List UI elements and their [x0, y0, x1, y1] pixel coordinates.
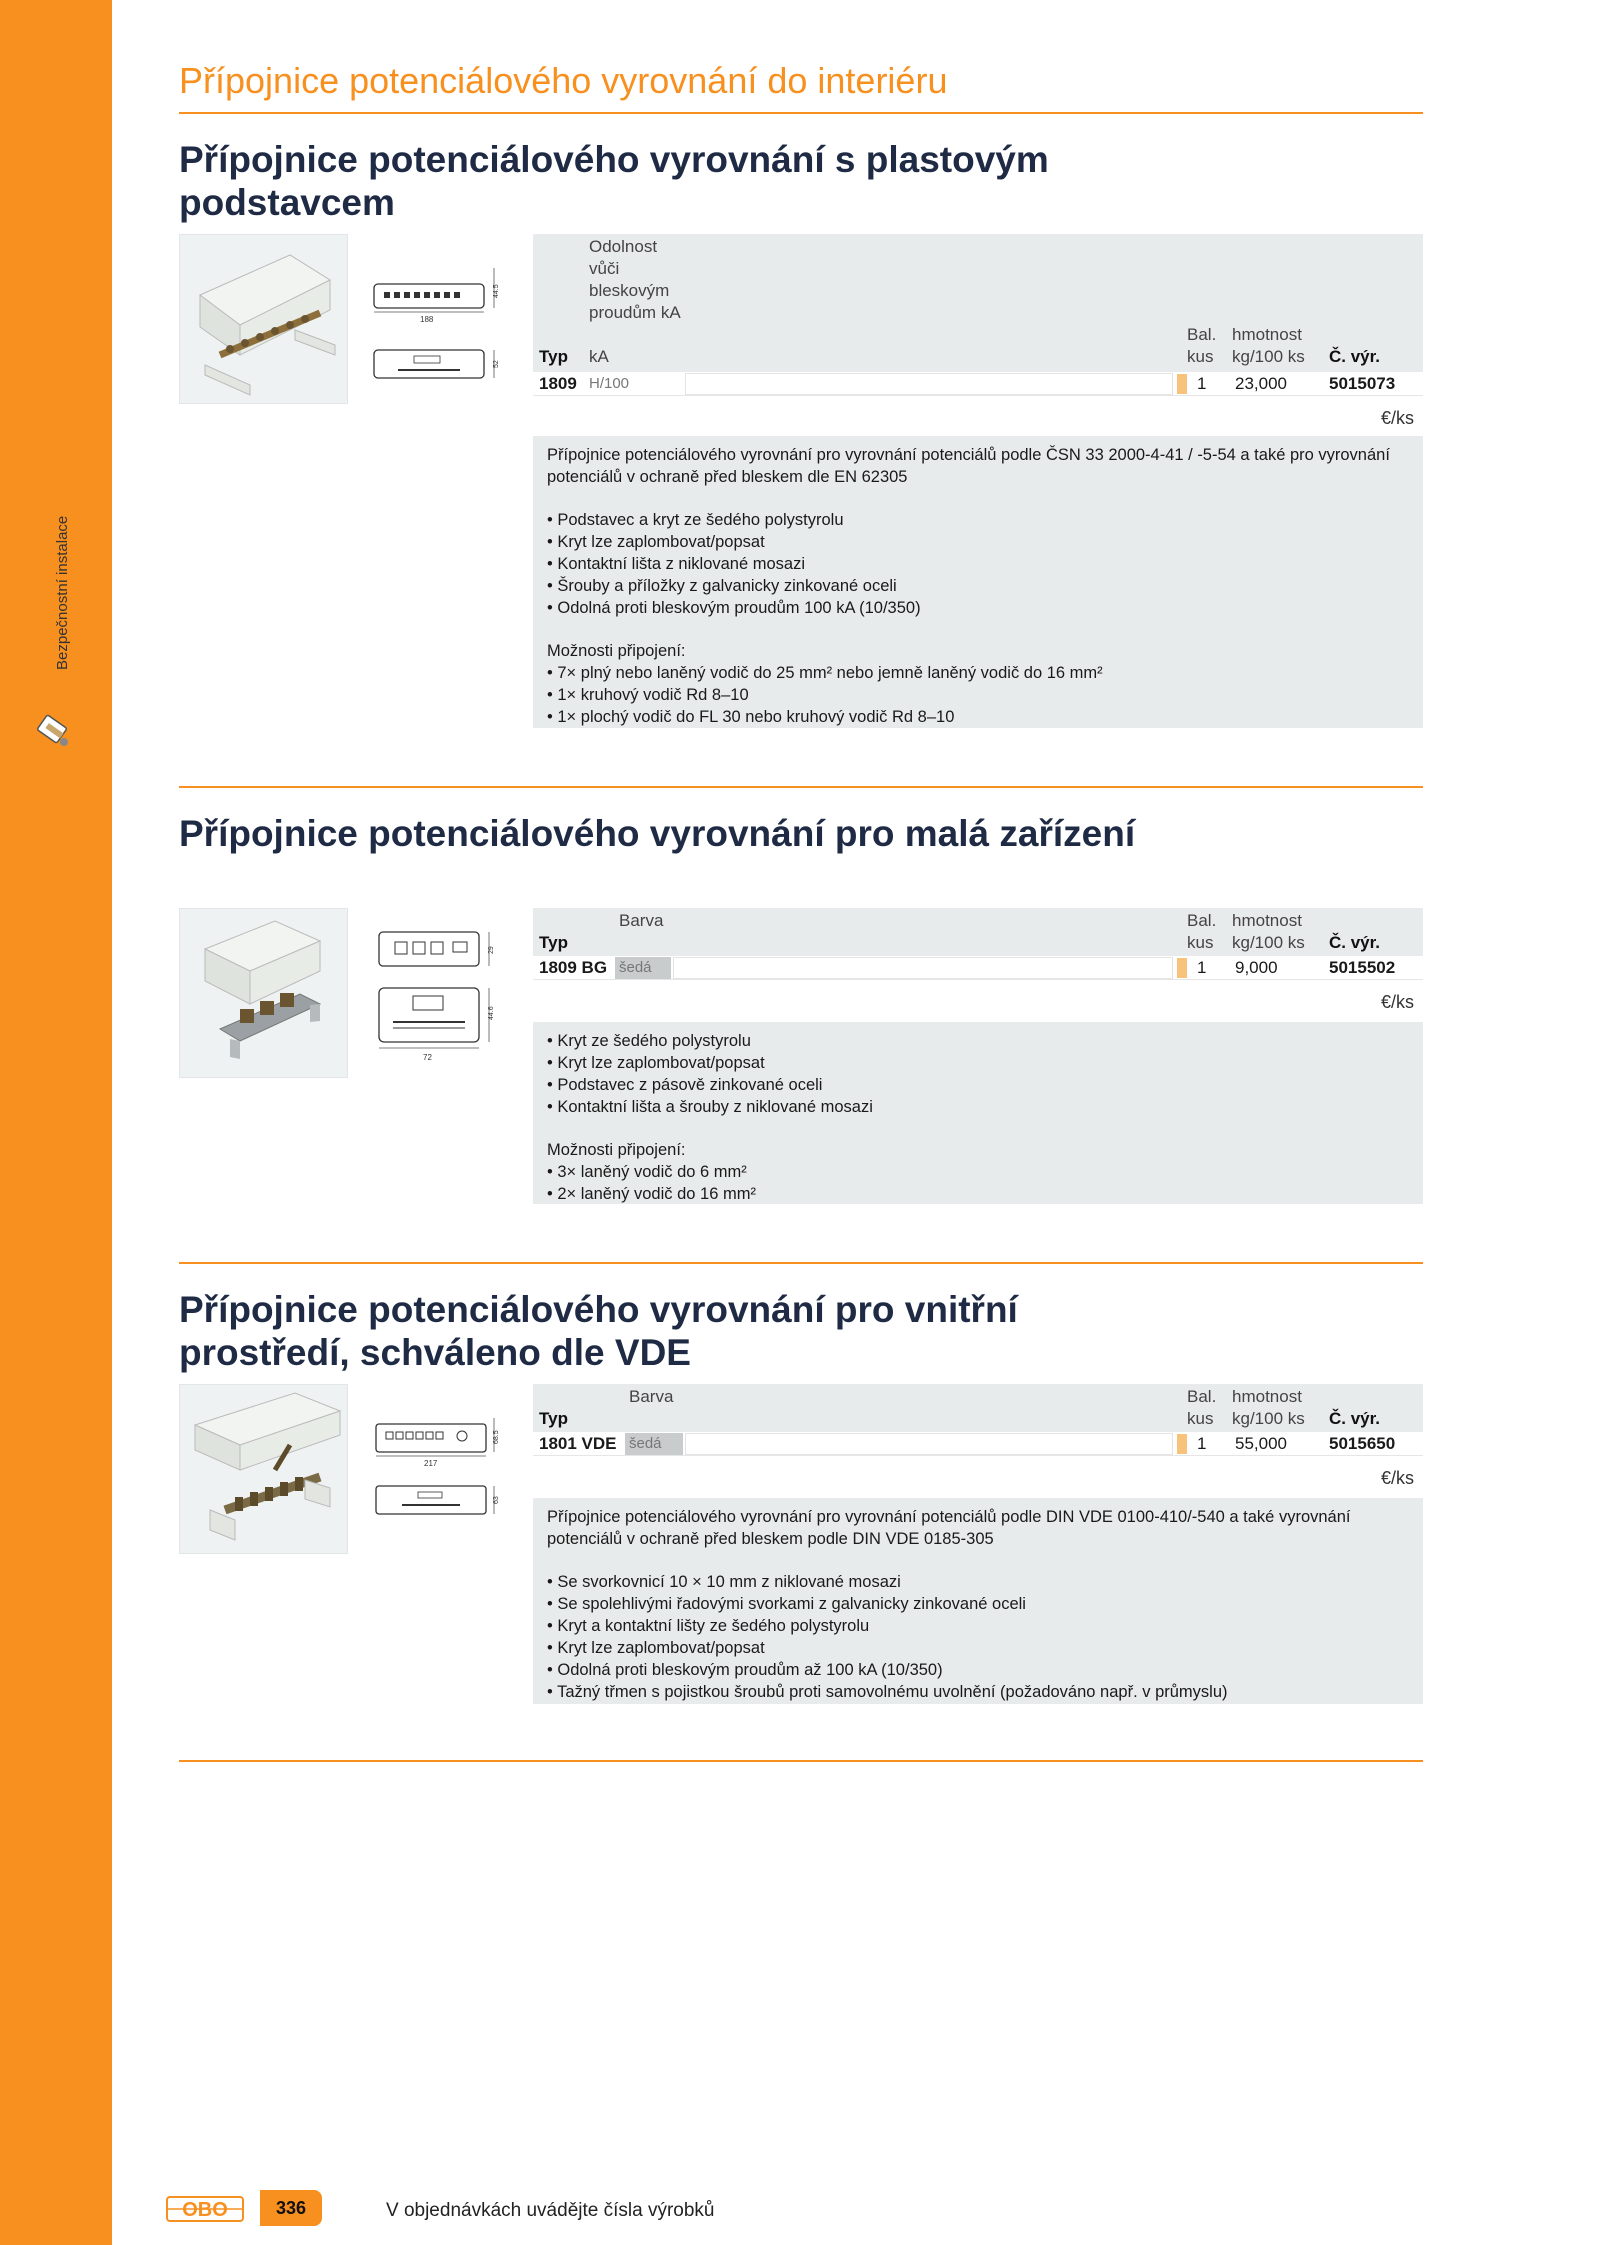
product-photo	[179, 234, 348, 404]
list-item: • Podstavec a kryt ze šedého polystyrolu	[547, 509, 1409, 531]
dim-height-2: 52	[493, 360, 500, 368]
header-weight-unit: kg/100 ks	[1232, 933, 1305, 952]
cell-article: 5015650	[1329, 1434, 1396, 1453]
list-item: • 1× kruhový vodič Rd 8–10	[547, 684, 1409, 706]
description-panel	[533, 436, 1423, 728]
price-unit: €/ks	[1381, 992, 1415, 1012]
header-color: Barva	[629, 1387, 674, 1406]
list-item: • Kryt a kontaktní lišty ze šedého polystyrolu	[547, 1615, 1409, 1637]
cell-empty	[685, 1433, 1173, 1455]
header-color: Barva	[619, 911, 664, 930]
cell-bal: 1	[1197, 1434, 1207, 1453]
price-unit: €/ks	[1381, 408, 1415, 428]
table-header	[533, 908, 1423, 956]
list-item: • Se spolehlivými řadovými svorkami z galvanicky zinkované oceli	[547, 1593, 1409, 1615]
list-item: • 7× plný nebo laněný vodič do 25 mm² nebo jemně laněný vodič do 16 mm²	[547, 662, 1409, 684]
table-header	[533, 234, 1423, 372]
technical-drawing	[375, 926, 505, 1066]
list-item: • Podstavec z pásově zinkované oceli	[547, 1074, 1409, 1096]
header-bal: Bal.	[1187, 911, 1217, 930]
row-marker	[1177, 958, 1187, 978]
feature-list	[547, 1571, 1409, 1703]
cell-weight: 23,000	[1235, 374, 1287, 393]
header-resistance: Odolnost vůči bleskovým proudům kA	[589, 237, 681, 322]
sidebar	[0, 0, 112, 2245]
list-item: • Kryt ze šedého polystyrolu	[547, 1030, 1409, 1052]
header-bal: Bal.	[1187, 325, 1217, 344]
header-ka-unit: kA	[589, 347, 609, 366]
brand-text: OBO	[182, 2199, 228, 2221]
description-intro: Přípojnice potenciálového vyrovnání pro vyrovnání potenciálů podle DIN VDE 0100-410/-540 a také vyrovnání potenciálů v ochraně před bleskem podle DIN VDE 0185-305	[547, 1508, 1351, 1548]
header-weight-unit: kg/100 ks	[1232, 1409, 1305, 1428]
list-item: • Odolná proti bleskovým proudům 100 kA (10/350)	[547, 597, 1409, 619]
header-bal-unit: kus	[1187, 347, 1214, 366]
header-bal-unit: kus	[1187, 1409, 1214, 1428]
header-weight: hmotnost	[1232, 911, 1302, 930]
dim-length: 72	[423, 1053, 432, 1062]
dim-length: 217	[424, 1459, 438, 1468]
list-item: • Odolná proti bleskovým proudům až 100 kA (10/350)	[547, 1659, 1409, 1681]
cell-color: šedá	[619, 959, 652, 976]
technical-drawing	[370, 264, 505, 384]
product-photo	[179, 908, 348, 1078]
row-marker	[1177, 1434, 1187, 1454]
list-item: • 2× laněný vodič do 16 mm²	[547, 1183, 1409, 1205]
header-weight: hmotnost	[1232, 325, 1302, 344]
row-marker	[1177, 374, 1187, 394]
page-number: 336	[260, 2190, 322, 2226]
divider	[179, 1760, 1423, 1762]
header-article: Č. výr.	[1329, 1409, 1381, 1428]
header-bal: Bal.	[1187, 1387, 1217, 1406]
dim-length: 188	[420, 315, 434, 324]
description-intro: Přípojnice potenciálového vyrovnání pro vyrovnání potenciálů podle ČSN 33 2000-4-41 / -5-54 a také pro vyrovnání potenciálů v ochraně před bleskem dle EN 62305	[547, 446, 1390, 486]
header-weight: hmotnost	[1232, 1387, 1302, 1406]
section-title: Přípojnice potenciálového vyrovnání s plastovým podstavcem	[179, 139, 1049, 223]
table-row[interactable]	[533, 956, 1423, 980]
section-title: Přípojnice potenciálového vyrovnání pro vnitřní prostředí, schváleno dle VDE	[179, 1289, 1018, 1373]
connection-title: Možnosti připojení:	[547, 1141, 686, 1159]
header-typ: Typ	[539, 347, 568, 366]
connection-title: Možnosti připojení:	[547, 642, 686, 660]
cell-empty	[685, 373, 1173, 395]
list-item: • Tažný třmen s pojistkou šroubů proti samovolnému uvolnění (požadováno např. v průmyslu)	[547, 1681, 1409, 1703]
cell-color: šedá	[629, 1435, 662, 1452]
list-item: • Kryt lze zaplombovat/popsat	[547, 1052, 1409, 1074]
footer-note: V objednávkách uvádějte čísla výrobků	[386, 2200, 715, 2221]
description-panel	[533, 1498, 1423, 1704]
page-title: Přípojnice potenciálového vyrovnání do interiéru	[179, 60, 948, 101]
header-bal-unit: kus	[1187, 933, 1214, 952]
dim-height-2: 63	[493, 1496, 500, 1504]
dim-height: 29	[488, 946, 495, 954]
cell-article: 5015502	[1329, 958, 1396, 977]
clamp-icon	[34, 706, 74, 754]
divider	[179, 786, 1423, 788]
cell-typ: 1801 VDE	[539, 1434, 617, 1453]
cell-empty	[673, 957, 1173, 979]
technical-drawing	[372, 1414, 505, 1524]
table-header	[533, 1384, 1423, 1432]
sidebar-label: Bezpečnostní instalace	[54, 515, 71, 670]
connection-list	[547, 662, 1409, 728]
list-item: • 3× laněný vodič do 6 mm²	[547, 1161, 1409, 1183]
price-unit: €/ks	[1381, 1468, 1415, 1488]
list-item: • Kontaktní lišta z niklované mosazi	[547, 553, 1409, 575]
description-panel	[533, 1022, 1423, 1204]
product-photo	[179, 1384, 348, 1554]
cell-bal: 1	[1197, 958, 1207, 977]
cell-bal: 1	[1197, 374, 1207, 393]
list-item: • Se svorkovnicí 10 × 10 mm z niklované mosazi	[547, 1571, 1409, 1593]
cell-article: 5015073	[1329, 374, 1396, 393]
header-typ: Typ	[539, 1409, 568, 1428]
feature-list	[547, 509, 1409, 619]
list-item: • Kryt lze zaplombovat/popsat	[547, 1637, 1409, 1659]
feature-list	[547, 1030, 1409, 1118]
connection-list	[547, 1161, 1409, 1205]
dim-height: 44.5	[493, 284, 500, 298]
section-title: Přípojnice potenciálového vyrovnání pro malá zařízení	[179, 813, 1136, 854]
dim-height: 68.5	[493, 1430, 500, 1444]
dim-height-2: 44.6	[488, 1006, 495, 1020]
obo-logo	[166, 2196, 244, 2222]
header-article: Č. výr.	[1329, 933, 1381, 952]
cell-weight: 9,000	[1235, 958, 1278, 977]
header-article: Č. výr.	[1329, 347, 1381, 366]
list-item: • Kryt lze zaplombovat/popsat	[547, 531, 1409, 553]
table-row[interactable]	[533, 1432, 1423, 1456]
header-typ: Typ	[539, 933, 568, 952]
list-item: • Šrouby a příložky z galvanicky zinkované oceli	[547, 575, 1409, 597]
list-item: • Kontaktní lišta a šrouby z niklované mosazi	[547, 1096, 1409, 1118]
cell-resistance: H/100	[589, 375, 630, 392]
cell-weight: 55,000	[1235, 1434, 1287, 1453]
cell-typ: 1809 BG	[539, 958, 608, 977]
cell-typ: 1809	[539, 374, 577, 393]
divider	[179, 1262, 1423, 1264]
list-item: • 1× plochý vodič do FL 30 nebo kruhový vodič Rd 8–10	[547, 706, 1409, 728]
header-weight-unit: kg/100 ks	[1232, 347, 1305, 366]
divider	[179, 112, 1423, 114]
table-row[interactable]	[533, 372, 1423, 396]
